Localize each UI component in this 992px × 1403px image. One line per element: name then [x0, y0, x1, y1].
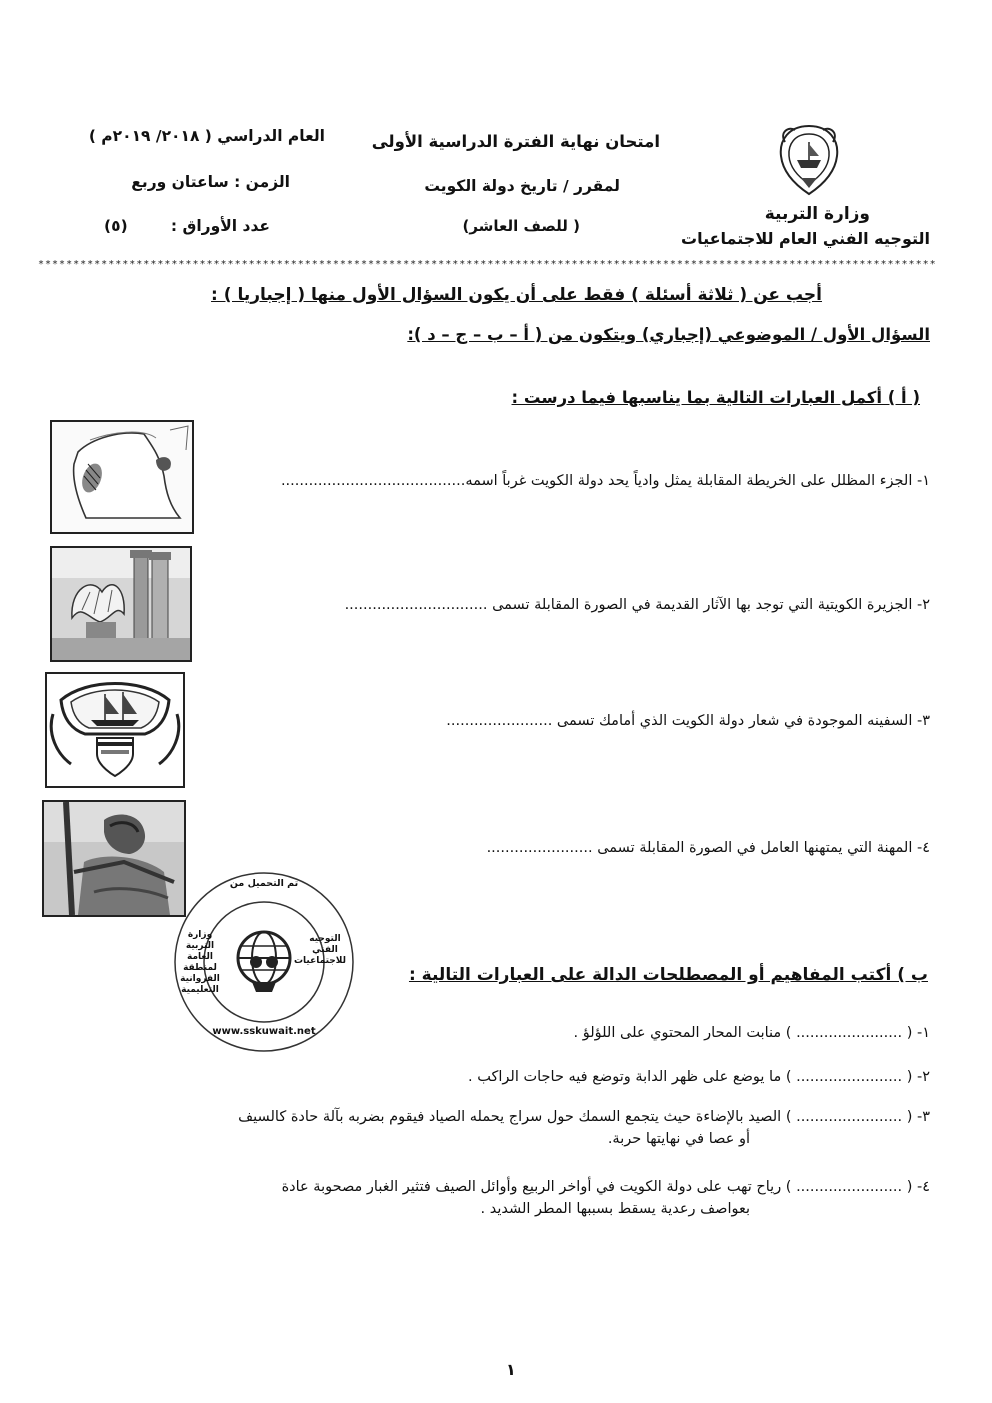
kuwait-emblem	[775, 122, 843, 198]
section-a-title: ( أ ) أكمل العبارات التالية بما يناسبها فيما درست :	[511, 388, 920, 407]
stamp-inner-text: التوجيه الفني للاجتماعيات	[293, 934, 346, 966]
worker-image	[42, 800, 186, 917]
section-b-item-4	[60, 1176, 930, 1220]
stamp-url: www.sskuwait.net	[212, 1026, 316, 1037]
academic-year: العام الدراسي ( ٢٠١٨/ ٢٠١٩م )	[88, 127, 325, 145]
ministry-name: وزارة التربية	[764, 204, 870, 224]
section-b-item-3-line1: ٣- ( ....................... ) الصيد بالإضاءة حيث يتجمع السمك حول سراج يحمله الصياد فيقوم بضربه بآلة حادة كالسيف	[238, 1109, 930, 1125]
section-b-item-1-text: ١- ( ....................... ) منابت المحار المحتوي على اللؤلؤ .	[573, 1025, 930, 1041]
question-one-title: السؤال الأول / الموضوعي (إجباري) ويتكون من ( أ – ب – ج – د ):	[407, 325, 930, 344]
section-b-item-2	[100, 1066, 930, 1088]
department-name: التوجيه الفني العام للاجتماعيات	[680, 229, 930, 248]
section-b-item-1	[100, 1022, 930, 1044]
section-a-item-2: ٢- الجزيرة الكويتية التي توجد بها الآثار القديمة في الصورة المقابلة تسمى ...............................	[344, 597, 930, 613]
section-a-item-3: ٣- السفينه الموجودة في شعار دولة الكويت الذي أمامك تسمى .......................	[446, 713, 930, 729]
header-divider: ********************************************************************************************************************************	[38, 259, 937, 270]
exam-title: امتحان نهاية الفترة الدراسية الأولى	[371, 132, 660, 151]
stamp-top-text: تم التحميل من	[229, 878, 299, 889]
course-name: لمقرر / تاريخ دولة الكويت	[424, 177, 620, 195]
section-b-item-4-line1: ٤- ( ....................... ) رياح تهب على دولة الكويت في أواخر الربيع وأوائل الصيف فتثير الغبار مصحوبة عادة	[281, 1179, 930, 1195]
section-a-item-4: ٤- المهنة التي يمتهنها العامل في الصورة المقابلة تسمى .......................	[486, 840, 930, 856]
page-number: ١	[506, 1360, 516, 1379]
section-a-item-1: ١- الجزء المظلل على الخريطة المقابلة يمثل وادياً يحد دولة الكويت غرباً اسمه........................................	[280, 473, 930, 489]
kuwait-map-image	[50, 420, 194, 534]
kuwait-emblem-image	[45, 672, 185, 788]
section-b-item-2-text: ٢- ( ....................... ) ما يوضع على ظهر الدابة وتوضع فيه حاجات الراكب .	[468, 1069, 930, 1085]
pages-value: (٥)	[104, 217, 128, 235]
exam-time: الزمن : ساعتان وربع	[131, 173, 290, 191]
pages-label: عدد الأوراق :	[170, 217, 270, 235]
stamp-arc-text: وزارة التربية العامة لمنطقة الفروانية التعليمية	[180, 930, 220, 995]
section-b-item-4-line2: بعواصف رعدية يسقط بسببها المطر الشديد .	[480, 1201, 750, 1217]
section-b-item-3-line2: أو عصا في نهايتها حربة.	[607, 1131, 750, 1147]
ruins-image	[50, 546, 192, 662]
section-b-title: ب ) أكتب المفاهيم أو المصطلحات الدالة على العبارات التالية :	[408, 965, 928, 985]
section-b-item-3	[40, 1106, 930, 1150]
grade-label: ( للصف العاشر)	[462, 217, 580, 235]
main-instruction: أجب عن ( ثلاثة أسئلة ) فقط على أن يكون السؤال الأول منها ( إجباريا ) :	[211, 285, 822, 305]
